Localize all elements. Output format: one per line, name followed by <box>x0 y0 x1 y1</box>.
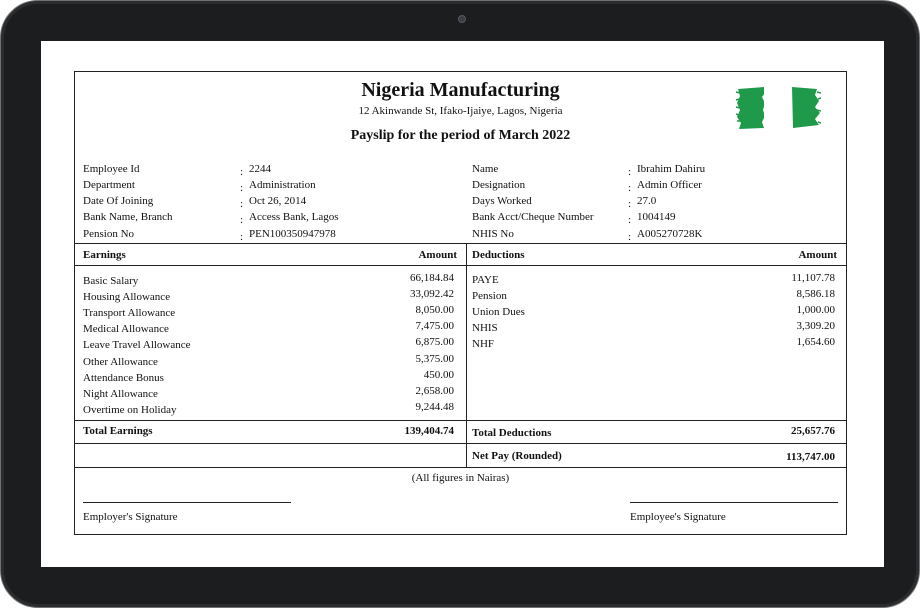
info-label: Bank Acct/Cheque Number <box>472 211 594 223</box>
earning-amount: 2,658.00 <box>415 385 454 397</box>
info-label: Days Worked <box>472 195 532 207</box>
earning-amount: 66,184.84 <box>410 272 454 284</box>
nigeria-flag-icon <box>735 83 821 131</box>
deduction-label: Pension <box>472 290 507 302</box>
total-earnings-label: Total Earnings <box>83 425 153 437</box>
company-name: Nigeria Manufacturing <box>361 79 560 101</box>
net-pay-label: Net Pay (Rounded) <box>472 450 562 462</box>
earning-amount: 9,244.48 <box>415 401 454 413</box>
earning-label: Leave Travel Allowance <box>83 339 191 351</box>
earning-amount: 33,092.42 <box>410 288 454 300</box>
info-value: Admin Officer <box>637 179 702 191</box>
currency-note: (All figures in Nairas) <box>411 472 510 484</box>
deduction-label: NHF <box>472 338 495 350</box>
net-pay-amount: 113,747.00 <box>786 451 835 463</box>
earning-amount: 8,050.00 <box>415 304 454 316</box>
deduction-label: Union Dues <box>472 306 525 318</box>
payslip: Nigeria Manufacturing 12 Akinwande St, Ifako-Ijaiye, Lagos, Nigeria Payslip for the period of March 2022 Employee Id : 2244 Department : Administration Date Of Joining : Oct 26, 2014 Bank Name, Branch : Access Bank, Lagos Pension No : PEN100350947978 Name : Ibrahim Dahiru Designation : Admin Officer Days Worked : 27.0 Bank Acct/Cheque Number : 1004149 NHIS No : A005270728K Earnings Amount Deductions Amount Basic Salary 66,184.84 Housing Allowance 33,092.42 Transport Allowance 8,050.00 Medical Allowance 7,475.00 Leave Travel Allowance 6,875.00 Other Allowance 5,375.00 Attendance Bonus 450.00 Night Allowance 2,658.00 Overtime on Holiday 9,244.48 PAYE 11,107.78 Pension 8,586.18 Union Dues 1,000.00 NHIS 3,309.20 NHF 1,654.60 Total Earnings 139,404.74 Total Deductions 25,657.76 Net Pay (Rounded) 113,747.00 (All figures in Nairas) Employer's Signature Employee's Signature <box>74 71 847 535</box>
earning-label: Housing Allowance <box>83 291 171 303</box>
deduction-amount: 1,654.60 <box>796 336 835 348</box>
earnings-amount-header: Amount <box>418 249 457 261</box>
column-divider <box>466 243 467 444</box>
info-value: Access Bank, Lagos <box>249 211 339 223</box>
employer-signature-label: Employer's Signature <box>83 511 178 523</box>
payslip-period-title: Payslip for the period of March 2022 <box>350 128 571 143</box>
company-address: 12 Akinwande St, Ifako-Ijaiye, Lagos, Nigeria <box>358 105 563 117</box>
deduction-amount: 1,000.00 <box>796 304 835 316</box>
earning-label: Other Allowance <box>83 356 158 368</box>
employee-signature-label: Employee's Signature <box>630 511 726 523</box>
deduction-label: NHIS <box>472 322 498 334</box>
info-label: Name <box>472 163 499 175</box>
earning-label: Overtime on Holiday <box>83 404 177 416</box>
deduction-amount: 8,586.18 <box>796 288 835 300</box>
info-label: Department <box>83 179 135 191</box>
earning-amount: 6,875.00 <box>415 336 454 348</box>
info-value: 2244 <box>249 163 271 175</box>
divider <box>75 243 846 244</box>
column-divider <box>466 444 467 468</box>
info-label: NHIS No <box>472 228 514 240</box>
earning-label: Basic Salary <box>83 275 139 287</box>
earning-label: Transport Allowance <box>83 307 176 319</box>
earning-label: Night Allowance <box>83 388 158 400</box>
info-value: Oct 26, 2014 <box>249 195 307 207</box>
deduction-amount: 3,309.20 <box>796 320 835 332</box>
deduction-amount: 11,107.78 <box>791 272 835 284</box>
employee-signature-line <box>630 502 838 503</box>
info-value: PEN100350947978 <box>249 228 336 240</box>
earnings-header: Earnings <box>83 249 126 261</box>
info-label: Pension No <box>83 228 135 240</box>
earning-amount: 5,375.00 <box>415 353 454 365</box>
info-label: Employee Id <box>83 163 140 175</box>
total-deductions-label: Total Deductions <box>472 427 552 439</box>
deductions-amount-header: Amount <box>798 249 837 261</box>
divider <box>75 467 846 468</box>
info-value: Ibrahim Dahiru <box>637 163 706 175</box>
camera-icon <box>458 15 466 23</box>
divider <box>75 265 846 266</box>
deduction-label: PAYE <box>472 274 499 286</box>
info-value: 27.0 <box>637 195 657 207</box>
info-value: 1004149 <box>637 211 676 223</box>
info-label: Designation <box>472 179 526 191</box>
total-deductions-amount: 25,657.76 <box>791 425 835 437</box>
info-label: Bank Name, Branch <box>83 211 173 223</box>
screen <box>41 41 884 567</box>
divider <box>75 443 846 444</box>
total-earnings-amount: 139,404.74 <box>404 425 454 437</box>
earning-amount: 450.00 <box>423 369 454 381</box>
deductions-header: Deductions <box>472 249 525 261</box>
employer-signature-line <box>83 502 291 503</box>
info-label: Date Of Joining <box>83 195 154 207</box>
info-value: Administration <box>249 179 316 191</box>
earning-label: Medical Allowance <box>83 323 169 335</box>
earning-label: Attendance Bonus <box>83 372 164 384</box>
earning-amount: 7,475.00 <box>415 320 454 332</box>
info-value: A005270728K <box>637 228 703 240</box>
divider <box>75 420 846 421</box>
